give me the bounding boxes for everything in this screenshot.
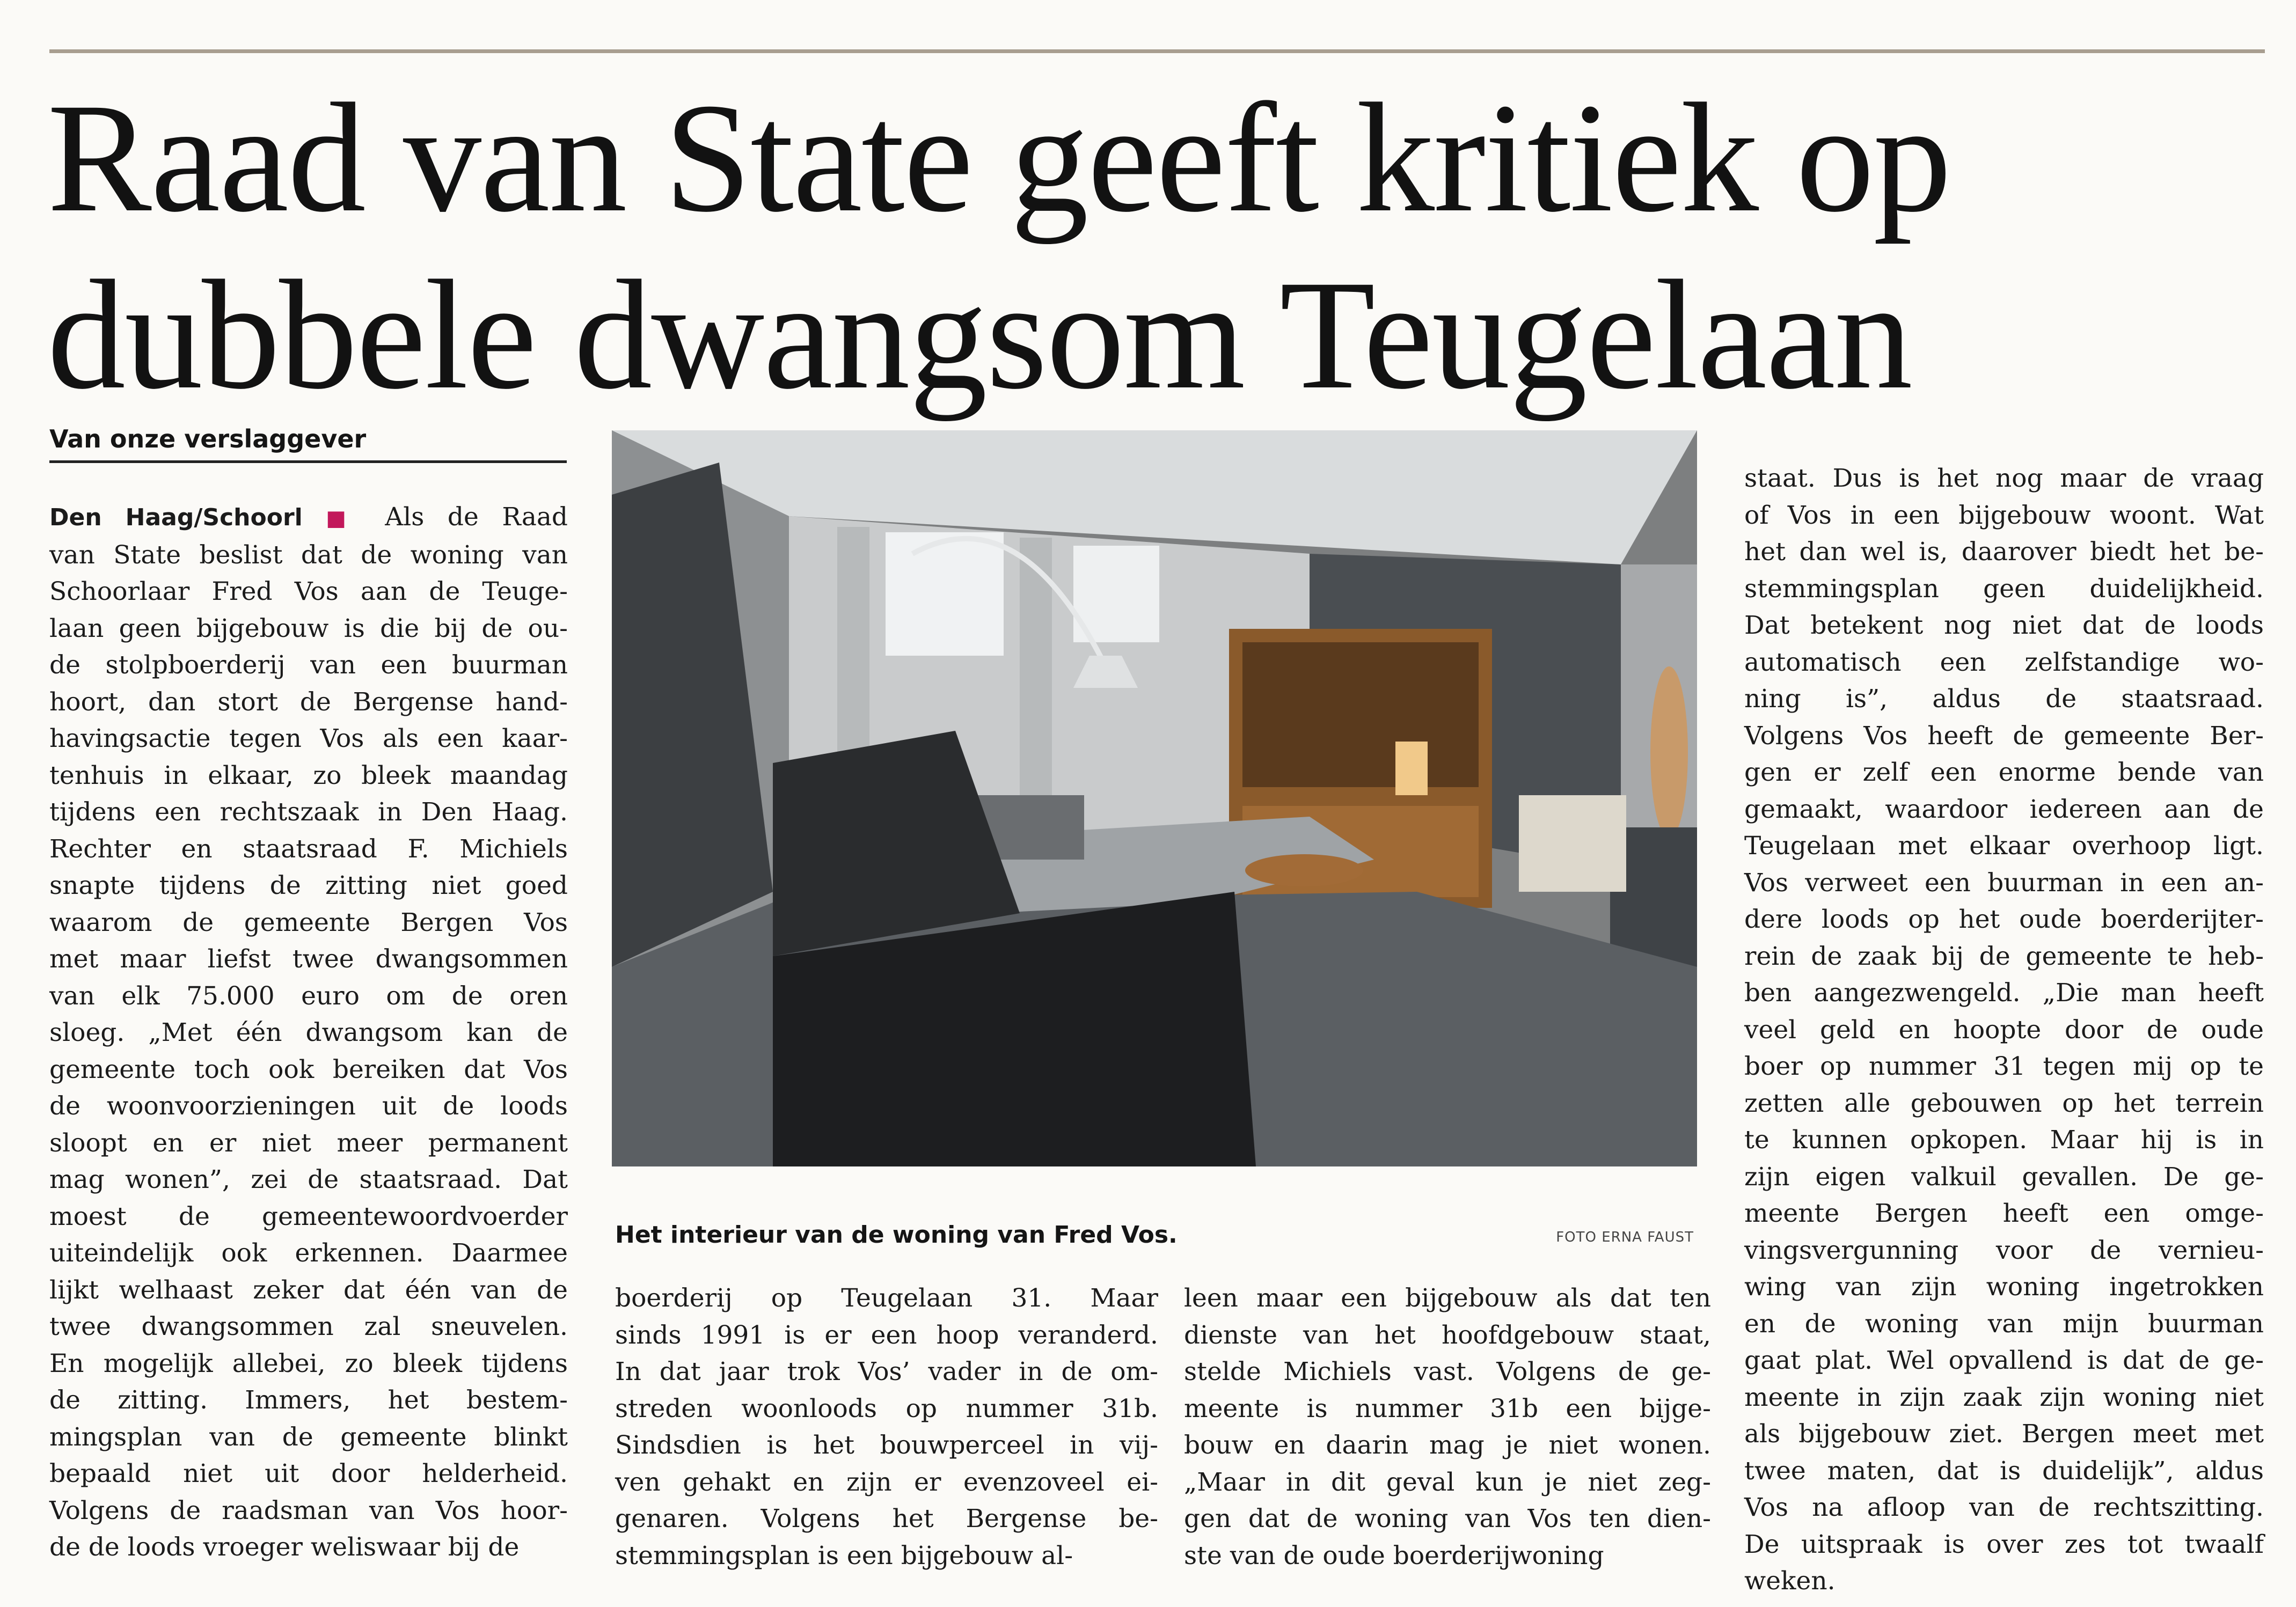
column-4-line: Vos verweet een buurman in een an- — [1744, 868, 2264, 898]
column-3-line: dienste van het hoofdgebouw staat, — [1184, 1320, 1711, 1350]
column-4-line: het dan wel is, daarover biedt het be- — [1744, 537, 2264, 567]
column-4-line: meente in zijn zaak zijn woning niet — [1744, 1382, 2264, 1412]
column-4-line: veel geld en hoopte door de oude — [1744, 1015, 2264, 1045]
column-4-line: ning is”, aldus de staatsraad. — [1744, 684, 2264, 714]
column-1-line: lijkt welhaast zeker dat één van de — [49, 1275, 568, 1305]
column-3-line: leen maar een bijgebouw als dat ten — [1184, 1283, 1711, 1313]
column-1-line: twee dwangsommen zal sneuvelen. — [49, 1312, 568, 1341]
column-4-line: Vos na afloop van de rechtszitting. — [1744, 1493, 2264, 1522]
column-4-line: te kunnen opkopen. Maar hij is in — [1744, 1125, 2264, 1155]
living-room-photo — [612, 430, 1697, 1166]
column-4-line: Volgens Vos heeft de gemeente Ber- — [1744, 721, 2264, 751]
column-4-line: De uitspraak is over zes tot twaalf — [1744, 1529, 2264, 1559]
column-2-line: stemmingsplan is een bijgebouw al- — [615, 1540, 1073, 1571]
column-4-line: vingsvergunning voor de vernieu- — [1744, 1235, 2264, 1265]
column-2-line: genaren. Volgens het Bergense be- — [615, 1504, 1158, 1533]
column-4-line: meente Bergen heeft een omge- — [1744, 1199, 2264, 1228]
column-2-line: In dat jaar trok Vos’ vader in de om- — [615, 1357, 1158, 1386]
column-1-line: mag wonen”, zei de staatsraad. Dat — [49, 1165, 568, 1194]
column-4-line: dere loods op het oude boerderijter- — [1744, 905, 2264, 934]
column-1-line: snapte tijdens de zitting niet goed — [49, 871, 568, 900]
column-1-line: havingsactie tegen Vos als een kaar- — [49, 724, 568, 753]
column-1-line: de zitting. Immers, het bestem- — [49, 1385, 568, 1415]
column-4-line: ben aangezwengeld. „Die man heeft — [1744, 978, 2264, 1008]
article-column-1 — [49, 499, 568, 1566]
photo-caption — [615, 1219, 1694, 1251]
column-4-line: gemaakt, waardoor iedereen aan de — [1744, 794, 2264, 824]
column-4-line: en de woning van mijn buurman — [1744, 1309, 2264, 1339]
column-2-line: streden woonloods op nummer 31b. — [615, 1393, 1158, 1423]
column-1-line: de stolpboerderij van een buurman — [49, 650, 568, 680]
column-1-line: bepaald niet uit door helderheid. — [49, 1459, 568, 1488]
column-4-line: zetten alle gebouwen op het terrein — [1744, 1088, 2264, 1118]
headline-line-1: Raad van State geeft kritiek op — [47, 71, 1951, 245]
column-4-line: wing van zijn woning ingetrokken — [1744, 1272, 2264, 1302]
column-4-line: als bijgebouw ziet. Bergen meet met — [1744, 1419, 2264, 1449]
column-1-line: laan geen bijgebouw is die bij de ou- — [49, 613, 568, 643]
column-4-line: automatisch een zelfstandige wo- — [1744, 647, 2264, 677]
column-1-line: de de loods vroeger weliswaar bij de — [49, 1532, 520, 1562]
article-column-4 — [1744, 460, 2264, 1600]
column-4-line: zijn eigen valkuil gevallen. De ge- — [1744, 1162, 2264, 1192]
byline: Van onze verslaggever — [49, 424, 367, 453]
column-4-line: Dat betekent nog niet dat de loods — [1744, 611, 2264, 640]
column-4-line: weken. — [1744, 1566, 1836, 1596]
headline-line-2: dubbele dwangsom Teugelaan — [47, 248, 1912, 422]
column-1-line: met maar liefst twee dwangsommen — [49, 944, 568, 974]
column-1-line: tenhuis in elkaar, zo bleek maandag — [49, 760, 568, 790]
bullet-icon: ■ — [326, 506, 362, 531]
column-4-line: of Vos in een bijgebouw woont. Wat — [1744, 500, 2264, 530]
article-photo — [612, 430, 1697, 1166]
dateline: Den Haag/Schoorl — [49, 504, 303, 531]
column-3-line: ste van de oude boerderijwoning — [1184, 1540, 1604, 1571]
column-1-line: Rechter en staatsraad F. Michiels — [49, 834, 568, 864]
caption-text: Het interieur van de woning van Fred Vos. — [615, 1221, 1178, 1249]
column-2-line: sinds 1991 is er een hoop veranderd. — [615, 1320, 1158, 1350]
column-4-line: twee maten, dat is duidelijk”, aldus — [1744, 1456, 2264, 1486]
column-1-line — [49, 499, 568, 537]
column-1-line: uiteindelijk ook erkennen. Daarmee — [49, 1238, 568, 1268]
column-1-line: sloopt en er niet meer permanent — [49, 1128, 568, 1158]
column-1-line: de woonvoorzieningen uit de loods — [49, 1091, 568, 1121]
column-1-line: Schoorlaar Fred Vos aan de Teuge- — [49, 577, 568, 606]
column-3-line: gen dat de woning van Vos ten dien- — [1184, 1504, 1711, 1533]
column-1-line: mingsplan van de gemeente blinkt — [49, 1422, 568, 1452]
column-4-line: Teugelaan met elkaar overhoop ligt. — [1744, 831, 2264, 861]
column-4-line: boer op nummer 31 tegen mij op te — [1744, 1052, 2264, 1081]
photo-credit: FOTO ERNA FAUST — [1556, 1229, 1694, 1245]
column-2-line: ven gehakt en zijn er evenzoveel ei- — [615, 1467, 1158, 1497]
top-rule — [49, 49, 2265, 53]
column-2-line: Sindsdien is het bouwperceel in vij- — [615, 1430, 1158, 1460]
column-3-line: stelde Michiels vast. Volgens de ge- — [1184, 1357, 1711, 1386]
column-3-line: bouw en daarin mag je niet wonen. — [1184, 1430, 1711, 1460]
article-column-3 — [1184, 1280, 1711, 1574]
column-1-line: Volgens de raadsman van Vos hoor- — [49, 1495, 568, 1525]
headline — [47, 70, 2248, 424]
column-1-line: hoort, dan stort de Bergense hand- — [49, 687, 568, 717]
column-1-line: van State beslist dat de woning van — [49, 540, 568, 570]
column-2-line: boerderij op Teugelaan 31. Maar — [615, 1283, 1158, 1313]
column-1-line: tijdens een rechtszaak in Den Haag. — [49, 797, 568, 827]
column-1-line: van elk 75.000 euro om de oren — [49, 981, 568, 1011]
column-1-line: gemeente toch ook bereiken dat Vos — [49, 1054, 568, 1084]
column-3-line: „Maar in dit geval kun je niet zeg- — [1184, 1467, 1711, 1497]
column-4-line: staat. Dus is het nog maar de vraag — [1744, 464, 2264, 493]
column-1-line: sloeg. „Met één dwangsom kan de — [49, 1018, 568, 1047]
column-4-line: gaat plat. Wel opvallend is dat de ge- — [1744, 1346, 2264, 1375]
column-4-line: rein de zaak bij de gemeente te heb- — [1744, 941, 2264, 971]
column-4-line: stemmingsplan geen duidelijkheid. — [1744, 574, 2264, 604]
column-1-line: En mogelijk allebei, zo bleek tijdens — [49, 1348, 568, 1378]
column-1-line: moest de gemeentewoordvoerder — [49, 1201, 568, 1231]
byline-rule — [49, 460, 567, 463]
column-1-line: waarom de gemeente Bergen Vos — [49, 907, 568, 937]
column-1-text: Als de Raad — [385, 502, 568, 532]
article-column-2 — [615, 1280, 1158, 1574]
column-4-line: gen er zelf een enorme bende van — [1744, 758, 2264, 787]
column-3-line: meente is nummer 31b een bijge- — [1184, 1393, 1711, 1423]
